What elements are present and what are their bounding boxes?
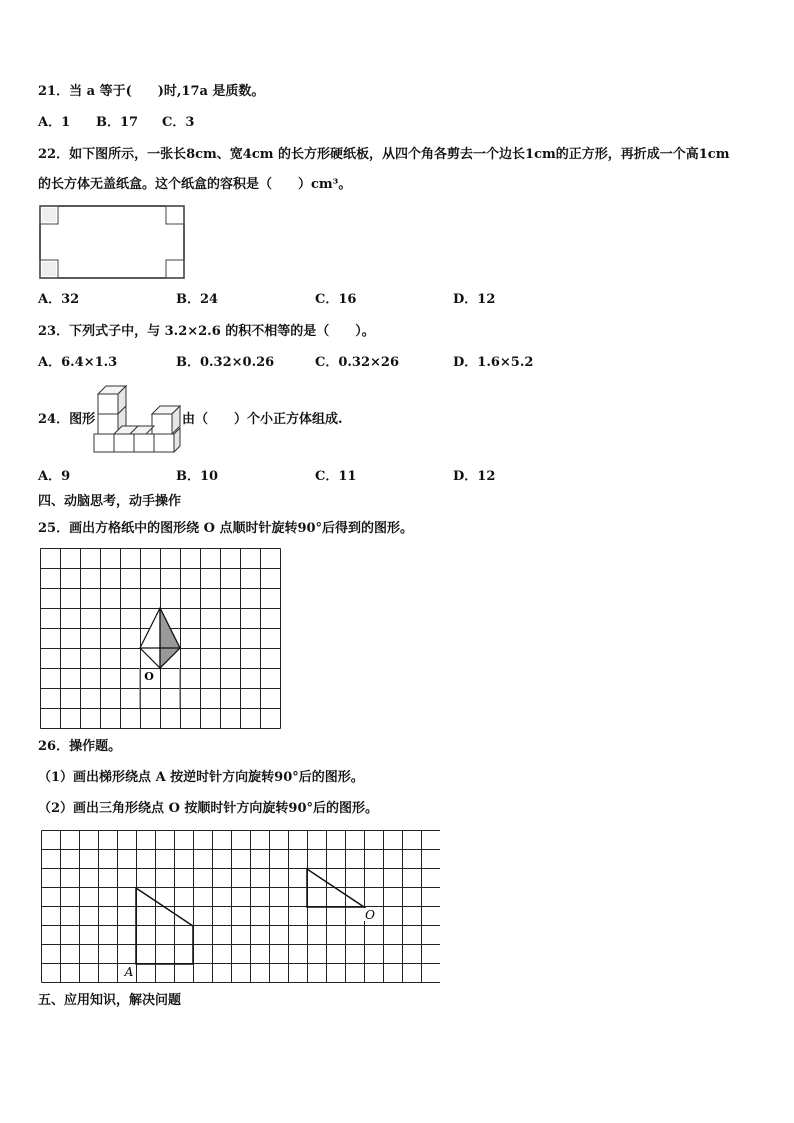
q22-option-b: B．24 bbox=[176, 292, 219, 307]
q23-option-b: B．0.32×0.26 bbox=[176, 355, 275, 370]
q24-option-b: B．10 bbox=[176, 469, 219, 484]
q21-option-c: C．3 bbox=[162, 115, 195, 130]
q24-option-c: C．11 bbox=[315, 469, 357, 484]
q26-grid-figure bbox=[41, 830, 440, 984]
q23-option-c: C．0.32×26 bbox=[315, 355, 399, 370]
q26-sub2: （2）画出三角形绕点 O 按顺时针方向旋转90°后的图形。 bbox=[38, 801, 379, 816]
q21-option-b: B．17 bbox=[96, 115, 139, 130]
q21-stem: 21．当 a 等于( )时,17a 是质数。 bbox=[38, 84, 265, 99]
q26-point-o-label: O bbox=[365, 908, 375, 922]
q23-option-a: A．6.4×1.3 bbox=[38, 355, 118, 370]
q22-stem-line2: 的长方体无盖纸盒。这个纸盒的容积是（ ）cm³。 bbox=[38, 177, 352, 192]
q24-stem-prefix: 24．图形 bbox=[38, 412, 96, 427]
q22-rectangle-figure bbox=[38, 204, 186, 280]
q22-stem-line1: 22．如下图所示，一张长8cm、宽4cm 的长方形硬纸板，从四个角各剪去一个边长1cm的正方形，再折成一个高1cm bbox=[38, 147, 730, 162]
q24-stem-suffix: 由（ ）个小正方体组成. bbox=[182, 412, 343, 427]
q24-option-d: D．12 bbox=[453, 469, 496, 484]
section-4-heading: 四、动脑思考，动手操作 bbox=[38, 494, 182, 509]
q22-option-a: A．32 bbox=[38, 292, 80, 307]
q26-sub1: （1）画出梯形绕点 A 按逆时针方向旋转90°后的图形。 bbox=[38, 770, 364, 785]
q26-point-a-label: A bbox=[124, 965, 134, 979]
q22-option-c: C．16 bbox=[315, 292, 357, 307]
q23-option-d: D．1.6×5.2 bbox=[453, 355, 534, 370]
q25-grid-figure bbox=[40, 548, 281, 730]
q21-option-a: A．1 bbox=[38, 115, 71, 130]
q22-option-d: D．12 bbox=[453, 292, 496, 307]
q26-stem: 26．操作题。 bbox=[38, 739, 122, 754]
section-5-heading: 五、应用知识，解决问题 bbox=[38, 993, 182, 1008]
q25-point-o-label: O bbox=[144, 670, 154, 683]
q24-option-a: A．9 bbox=[38, 469, 71, 484]
q23-stem: 23．下列式子中，与 3.2×2.6 的积不相等的是（ ）。 bbox=[38, 324, 375, 339]
q25-stem: 25．画出方格纸中的图形绕 O 点顺时针旋转90°后得到的图形。 bbox=[38, 521, 414, 536]
q24-cube-figure bbox=[90, 382, 182, 454]
